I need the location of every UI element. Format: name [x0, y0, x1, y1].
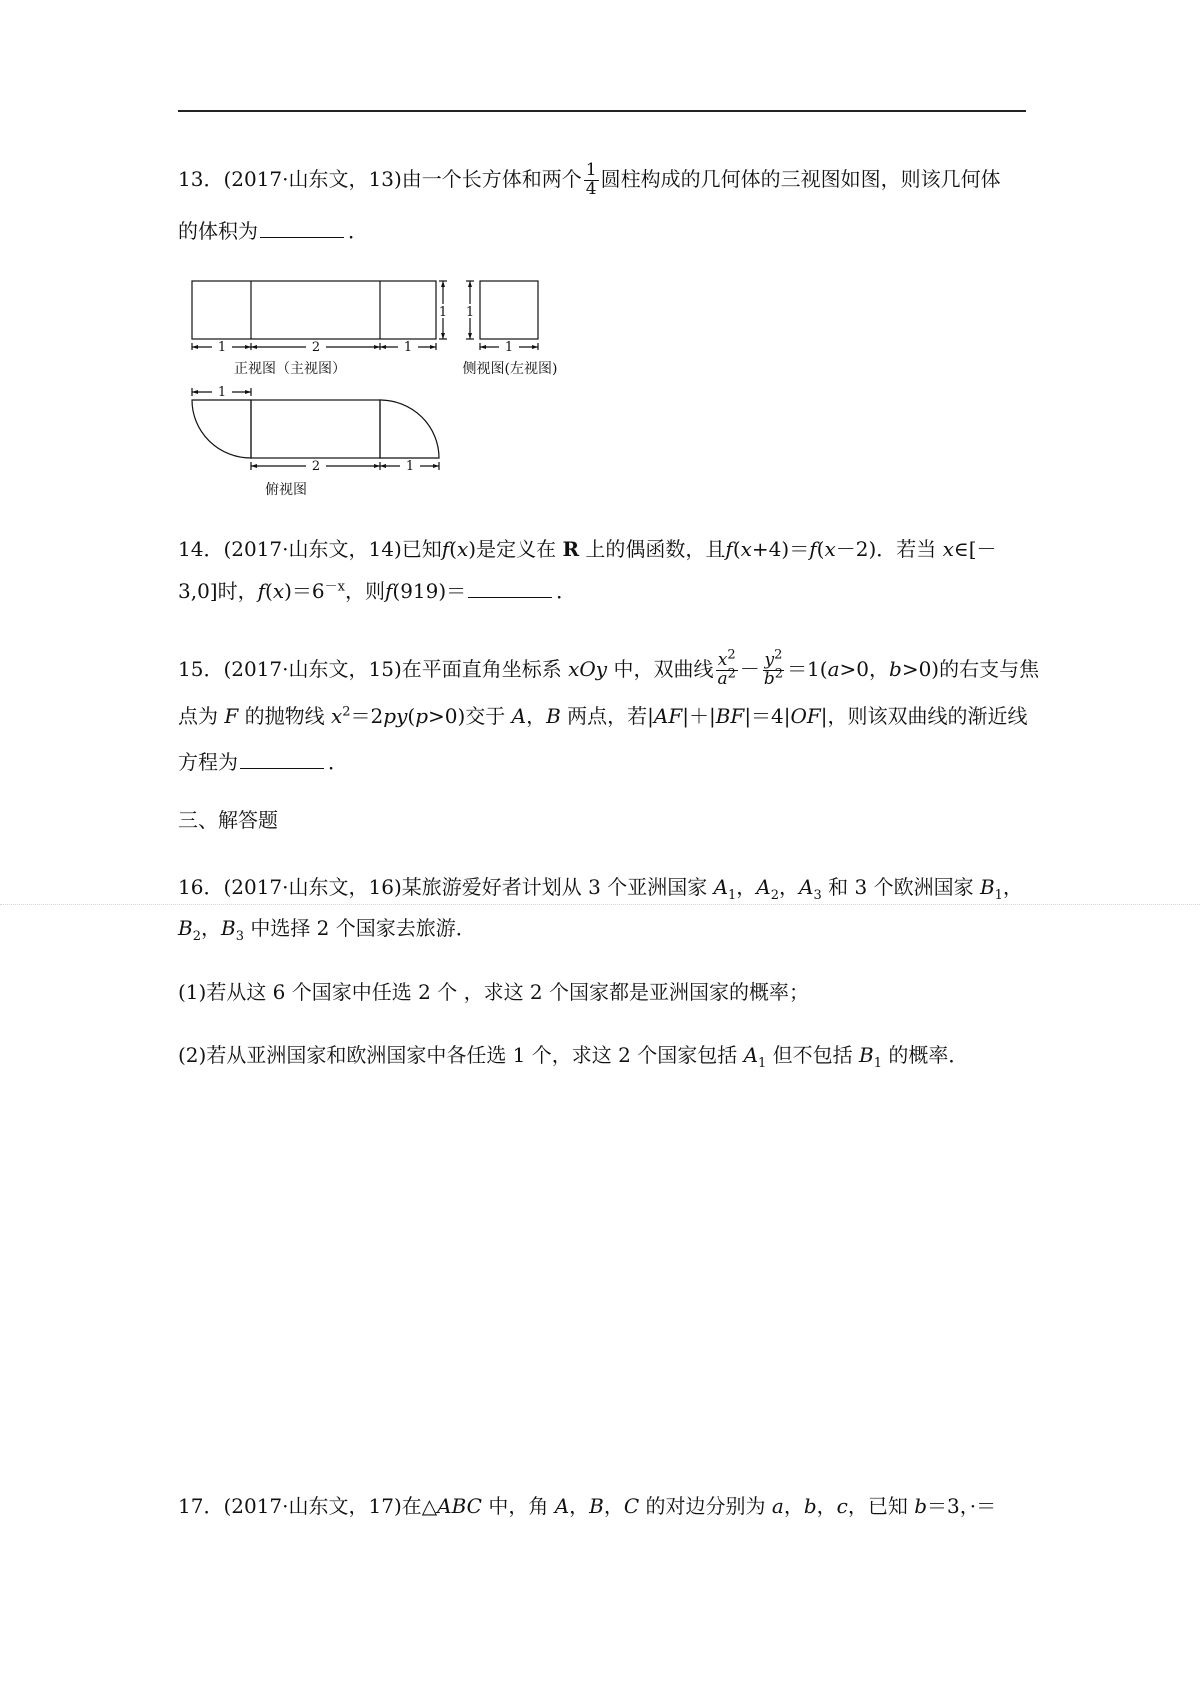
q16-line-2 — [178, 916, 476, 944]
subscript: 3 — [235, 929, 244, 944]
math-AF: AF — [653, 704, 683, 728]
q15-line-3 — [178, 750, 348, 772]
side-dim-width: 1 — [504, 340, 514, 355]
q14-text: －2)．若当 — [835, 537, 937, 561]
q14-line-1: 14．(2017·山东文，14)已知f(x)是定义在 R 上的偶函数，且f(x+4)＝f(x－2)．若当 x∈[－ — [178, 537, 997, 561]
top-view-rect — [251, 400, 380, 458]
q15-text: 点为 — [178, 704, 218, 728]
subscript: 3 — [813, 888, 822, 903]
subscript: 1 — [873, 1056, 883, 1071]
q14-answer-blank[interactable] — [468, 579, 552, 598]
math-A: A — [743, 1043, 759, 1067]
q15-line-2: 点为 F 的抛物线 $x^2=2py(p>0)$交于 A，B 两点，若|AF|＋|BF|＝4|OF|，则该双曲线的渐近线 — [178, 704, 1028, 728]
side-view-caption: 侧视图(左视图) — [462, 361, 558, 377]
math-B: B — [178, 916, 193, 940]
front-view-caption: 正视图（主视图） — [234, 361, 346, 377]
q15-line-1 — [178, 647, 1040, 689]
math-ABC: ABC — [437, 1494, 482, 1518]
math-square: 2 — [727, 666, 736, 682]
q15-text: >0)交于 — [428, 704, 506, 728]
math-b: b — [763, 668, 775, 689]
q17-text: 的对边分别为 — [645, 1494, 766, 1518]
q14-text: ∈[－ — [953, 537, 997, 561]
q13-text-2: 的体积为 — [178, 219, 258, 243]
math-f: f — [384, 579, 393, 603]
math-x: x — [456, 537, 469, 561]
math-square: 2 — [342, 704, 351, 720]
q15-text: 15．(2017·山东文，15)在平面直角坐标系 — [178, 656, 562, 681]
q14-text: 是定义在 — [476, 537, 557, 561]
fraction-numerator: 1 — [585, 160, 597, 180]
math-B: B — [589, 1494, 604, 1518]
math-A: A — [756, 875, 771, 899]
math-a: a — [827, 656, 840, 681]
math-square: 2 — [774, 647, 783, 663]
q16-text: 16．(2017·山东文，16)某旅游爱好者计划从 3 个亚洲国家 — [178, 875, 708, 899]
header-rule — [178, 110, 1026, 112]
math-exponent: －x — [324, 579, 345, 595]
subscript: 1 — [994, 888, 1003, 903]
q15-text: ＝2 — [350, 704, 384, 728]
q15-text: >0， — [839, 656, 890, 681]
top-view-left-quarter — [192, 400, 251, 458]
q13-fraction — [584, 162, 599, 199]
top-dim-right: 1 — [405, 459, 415, 474]
front-dim-height: 1 — [438, 305, 448, 320]
math-c: c — [836, 1494, 848, 1518]
math-A: A — [511, 704, 527, 728]
q17-text: 17．(2017·山东文，17)在△ — [178, 1494, 438, 1518]
math-x: x — [824, 537, 836, 561]
math-x: x — [942, 537, 954, 561]
q16-text: ， — [779, 875, 800, 899]
q14-line-2: 3,0]时，$f(x)=6^{-x}$，则f(919)＝ ． — [178, 579, 577, 603]
math-x: x — [272, 579, 285, 603]
q16-subquestion-2 — [178, 1043, 969, 1071]
q14-period: ． — [556, 579, 577, 603]
q13-text-cont: 圆柱构成的几何体的三视图如图，则该几何体 — [600, 166, 1001, 191]
q17-text: ，已知 — [847, 1494, 908, 1518]
math-R: R — [562, 537, 580, 561]
front-dim-middle: 2 — [311, 340, 321, 355]
subscript: 2 — [770, 888, 780, 903]
q16-text: 中选择 2 个国家去旅游． — [250, 916, 476, 940]
q17-text: 中，角 — [488, 1494, 549, 1518]
q13-text: 13．(2017·山东文，13)由一个长方体和两个 — [178, 166, 582, 191]
subscript: 1 — [758, 1056, 767, 1071]
top-dim-left: 1 — [217, 385, 227, 400]
math-f: f — [725, 537, 733, 561]
q13-line-2 — [178, 219, 368, 241]
math-b: b — [914, 1494, 927, 1518]
front-dim-right: 1 — [403, 340, 413, 355]
front-dim-left: 1 — [217, 340, 227, 355]
page-break-divider — [0, 904, 1200, 905]
q15-text: |＋| — [682, 704, 716, 728]
q16-text: 和 3 个欧洲国家 — [828, 875, 974, 899]
math-C: C — [623, 1494, 640, 1518]
q14-text: 3,0]时， — [178, 579, 258, 603]
side-view-rect — [480, 281, 538, 339]
q16-text: 但不包括 — [772, 1043, 853, 1067]
math-x: x — [740, 537, 752, 561]
math-B: B — [220, 916, 236, 940]
math-A: A — [713, 875, 729, 899]
math-A: A — [554, 1494, 570, 1518]
math-BF: BF — [715, 704, 745, 728]
q15-text: 两点，若| — [567, 704, 654, 728]
math-b: b — [889, 656, 902, 681]
top-dim-middle: 2 — [311, 459, 321, 474]
q17-text: ＝3， — [927, 1494, 970, 1518]
q15-answer-blank[interactable] — [240, 750, 324, 769]
q16-subquestion-1: (1)若从这 6 个国家中任选 2 个 ，求这 2 个国家都是亚洲国家的概率； — [178, 980, 810, 1004]
q16-text: ， — [736, 875, 757, 899]
front-view-rect — [192, 281, 436, 339]
math-x: x — [330, 704, 343, 728]
math-a: a — [771, 1494, 784, 1518]
math-minus: － — [739, 656, 760, 681]
math-f: f — [257, 579, 266, 603]
q15-text: ＝1( — [787, 656, 828, 681]
q14-text: 14．(2017·山东文，14)已知 — [178, 537, 442, 561]
math-x: x — [717, 650, 728, 670]
q14-text: 上的偶函数，且 — [585, 537, 726, 561]
math-F: F — [224, 704, 239, 728]
subscript: 2 — [192, 929, 201, 944]
q15-text: 方程为 — [178, 750, 238, 774]
q15-text: |＝4| — [744, 704, 791, 728]
subscript: 1 — [728, 888, 737, 903]
q14-text: ，则 — [344, 579, 385, 603]
q15-period: ． — [328, 750, 348, 774]
side-dim-height: 1 — [465, 305, 475, 320]
q15-text: ， — [526, 704, 547, 728]
math-OF: OF — [790, 704, 821, 728]
top-view-right-quarter — [380, 400, 439, 458]
q17-text: ·＝ — [969, 1494, 997, 1518]
q15-text: 的抛物线 — [244, 704, 325, 728]
q16-text: ， — [200, 916, 221, 940]
math-xOy: xOy — [568, 656, 608, 681]
fraction-denominator: 4 — [585, 178, 597, 199]
q13-line-1 — [178, 162, 1001, 199]
q17-line-1: 17．(2017·山东文，17)在△ABC 中，角 A，B，C 的对边分别为 a，b，c，已知 b＝3，·＝ — [178, 1494, 997, 1518]
q15-text: >0)的右支与焦 — [901, 656, 1040, 681]
q14-text: )＝6 — [284, 579, 325, 603]
math-b: b — [803, 1494, 817, 1518]
math-B: B — [546, 704, 561, 728]
q16-text: 的概率． — [888, 1043, 969, 1067]
q15-fraction-y — [762, 647, 785, 689]
math-A: A — [799, 875, 814, 899]
q15-fraction-x — [715, 647, 737, 689]
q14-text: +4)＝ — [751, 537, 810, 561]
math-f: f — [809, 537, 817, 561]
math-y: y — [764, 650, 775, 670]
math-square: 2 — [727, 647, 736, 663]
math-B: B — [979, 875, 995, 899]
math-p: p — [415, 704, 428, 728]
math-py: py — [383, 704, 408, 728]
q16-text: (2)若从亚洲国家和欧洲国家中各任选 1 个，求这 2 个国家包括 — [178, 1043, 738, 1067]
top-view-caption: 俯视图 — [265, 482, 307, 498]
three-view-figure — [190, 272, 580, 502]
section-heading: 三、解答题 — [178, 808, 278, 832]
math-f: f — [441, 537, 450, 561]
math-B: B — [859, 1043, 874, 1067]
q13-period: ． — [348, 219, 368, 243]
math-a: a — [717, 668, 728, 689]
math-square: 2 — [774, 666, 784, 682]
q14-text: (919)＝ — [392, 579, 467, 603]
q15-text: 中，双曲线 — [613, 656, 714, 681]
q16-text: ， — [1002, 875, 1023, 899]
q16-line-1 — [178, 875, 1023, 903]
q13-answer-blank[interactable] — [260, 219, 344, 238]
q15-text: |，则该双曲线的渐近线 — [820, 704, 1028, 728]
